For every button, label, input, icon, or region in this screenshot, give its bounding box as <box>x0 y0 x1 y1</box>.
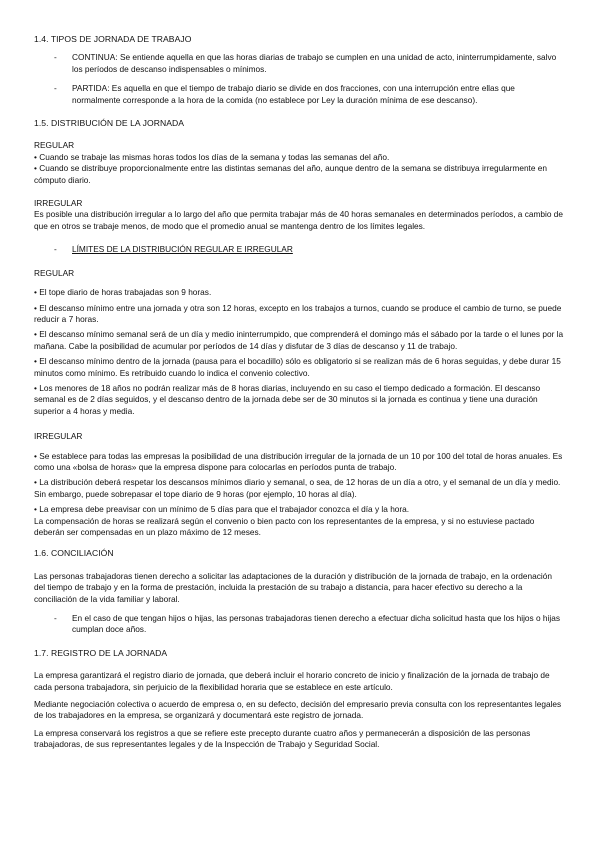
dash-item-continua <box>34 52 564 75</box>
regular-line: • Cuando se trabaje las mismas horas todos los días de la semana y todas las semanas del año. <box>34 151 390 162</box>
section-title-1-5: 1.5. DISTRIBUCIÓN DE LA JORNADA <box>34 118 185 129</box>
regular-label: REGULAR <box>34 140 75 151</box>
registro-paragraph: La empresa garantizará el registro diario de jornada, que deberá incluir el horario concreto de inicio y finalización de la jornada de trabajo de cada persona trabajadora, sin perjuicio de la flexibilidad horaria que se establece en este artículo. <box>34 670 550 692</box>
limits-irregular-label: IRREGULAR <box>34 431 83 442</box>
dash-item-text: CONTINUA: Se entiende aquella en que las horas diarias de trabajo se cumplen en una unidad de acto, ininterrumpidamente, salvo los períodos de descanso indispensables o mínimos. <box>72 52 557 74</box>
registro-paragraph: Mediante negociación colectiva o acuerdo de empresa o, en su defecto, decisión del empresario previa consulta con los representantes legales de los trabajadores en la empresa, se organizará y documentará este registro de jornada. <box>34 699 562 721</box>
section-title-1-4: 1.4. TIPOS DE JORNADA DE TRABAJO <box>34 34 192 44</box>
regular-line: • Cuando se distribuye proporcionalmente entre las distintas semanas del año, aunque dentro de la semana se distribuya irregularmente en cómputo diario. <box>34 163 548 185</box>
limits-regular-item: • El descanso mínimo dentro de la jornada (pausa para el bocadillo) sólo es obligatorio si se realizan más de 6 horas seguidas, y debe durar 15 minutos como mínimo. Es retribuido cuando lo indica el convenio colectivo. <box>34 356 561 378</box>
limits-regular-item: • El descanso mínimo entre una jornada y otra son 12 horas, excepto en los trabajos a turnos, cuando se produce el cambio de turno, se puede reducir a 7 horas. <box>34 302 562 324</box>
registro-paragraph: La empresa conservará los registros a que se refiere este precepto durante cuatro años y permanecerán a disposición de las personas trabajadoras, de sus representantes legales y de la Inspección de Trabajo y Seguridad Social. <box>34 727 531 750</box>
limits-title: LÍMITES DE LA DISTRIBUCIÓN REGULAR E IRREGULAR <box>72 244 293 255</box>
limits-irregular-item: • La distribución deberá respetar los descansos mínimos diario y semanal, o sea, de 12 horas de un día a otro, y el semanal de un día y medio. Sin embargo, puede sobrepasar el tope diario de 9 horas (por ejemplo, 10 horas al día). <box>34 477 561 499</box>
irregular-text: Es posible una distribución irregular a lo largo del año que permita trabajar más de 40 horas semanales en determinados períodos, a cambio de que en otros se trabaje menos, de modo que el promedio anual se mantenga dentro de los límites legales. <box>34 209 564 231</box>
conciliation-text: Las personas trabajadoras tienen derecho a solicitar las adaptaciones de la duración y distribución de la jornada de trabajo, en la ordenación del tiempo de trabajo y en la forma de prestación, incluida la prestación de su trabajo a distancia, para hacer efectivo su derecho a la conciliación de la vida familiar y laboral. <box>34 570 552 604</box>
compensation-text: La compensación de horas se realizará según el convenio o bien pacto con los representantes de la empresa, y si no estuviese pactado deberán ser compensadas en un plazo máximo de 12 meses. <box>34 515 535 537</box>
dash-marker: - <box>54 52 57 63</box>
dash-item-partida <box>34 83 564 106</box>
limits-regular-label: REGULAR <box>34 267 75 278</box>
irregular-label: IRREGULAR <box>34 198 83 209</box>
section-title-1-7: 1.7. REGISTRO DE LA JORNADA <box>34 647 168 658</box>
dash-item-hijos <box>34 613 564 636</box>
dash-marker: - <box>54 83 57 94</box>
limits-regular-item: • Los menores de 18 años no podrán realizar más de 8 horas diarias, incluyendo en su caso el tiempo dedicado a formación. El descanso semanal es de 2 días seguidos, y el descanso dentro de la jornada debe ser de 30 minutos si la jornada es continua y tiene una duración superior a 4 horas y media. <box>34 382 541 416</box>
limits-regular-item: • El tope diario de horas trabajadas son 9 horas. <box>34 287 212 298</box>
dash-item-text: PARTIDA: Es aquella en que el tiempo de trabajo diario se divide en dos fracciones, con una interrupción entre ellas que normalmente corresponde a la hora de la comida (no establece por Ley la duración mínima de ese descanso). <box>72 83 515 105</box>
limits-irregular-item: • La empresa debe preavisar con un mínimo de 5 días para que el trabajador conozca el día y la hora. <box>34 504 410 515</box>
limits-regular-item: • El descanso mínimo semanal será de un día y medio ininterrumpido, que comprenderá el domingo más el sábado por la tarde o el lunes por la mañana. Cabe la posibilidad de acumular por períodos de 14 días y disfutar de 3 días de descanso y 11 de trabajo. <box>34 329 564 351</box>
section-title-1-6: 1.6. CONCILIACIÓN <box>34 548 114 559</box>
dash-item-text: En el caso de que tengan hijos o hijas, las personas trabajadoras tienen derecho a efectuar dicha solicitud hasta que los hijos o hijas cumplan doce años. <box>72 613 560 635</box>
limits-title-row <box>34 244 564 255</box>
dash-marker: - <box>54 244 57 255</box>
limits-irregular-item: • Se establece para todas las empresas la posibilidad de una distribución irregular de la jornada de un 10 por 100 del total de horas anuales. Es como una «bolsa de horas» que la empresa dispone para colocarlas en períodos punta de trabajo. <box>34 450 563 472</box>
document-page <box>34 34 564 751</box>
dash-marker: - <box>54 613 57 624</box>
